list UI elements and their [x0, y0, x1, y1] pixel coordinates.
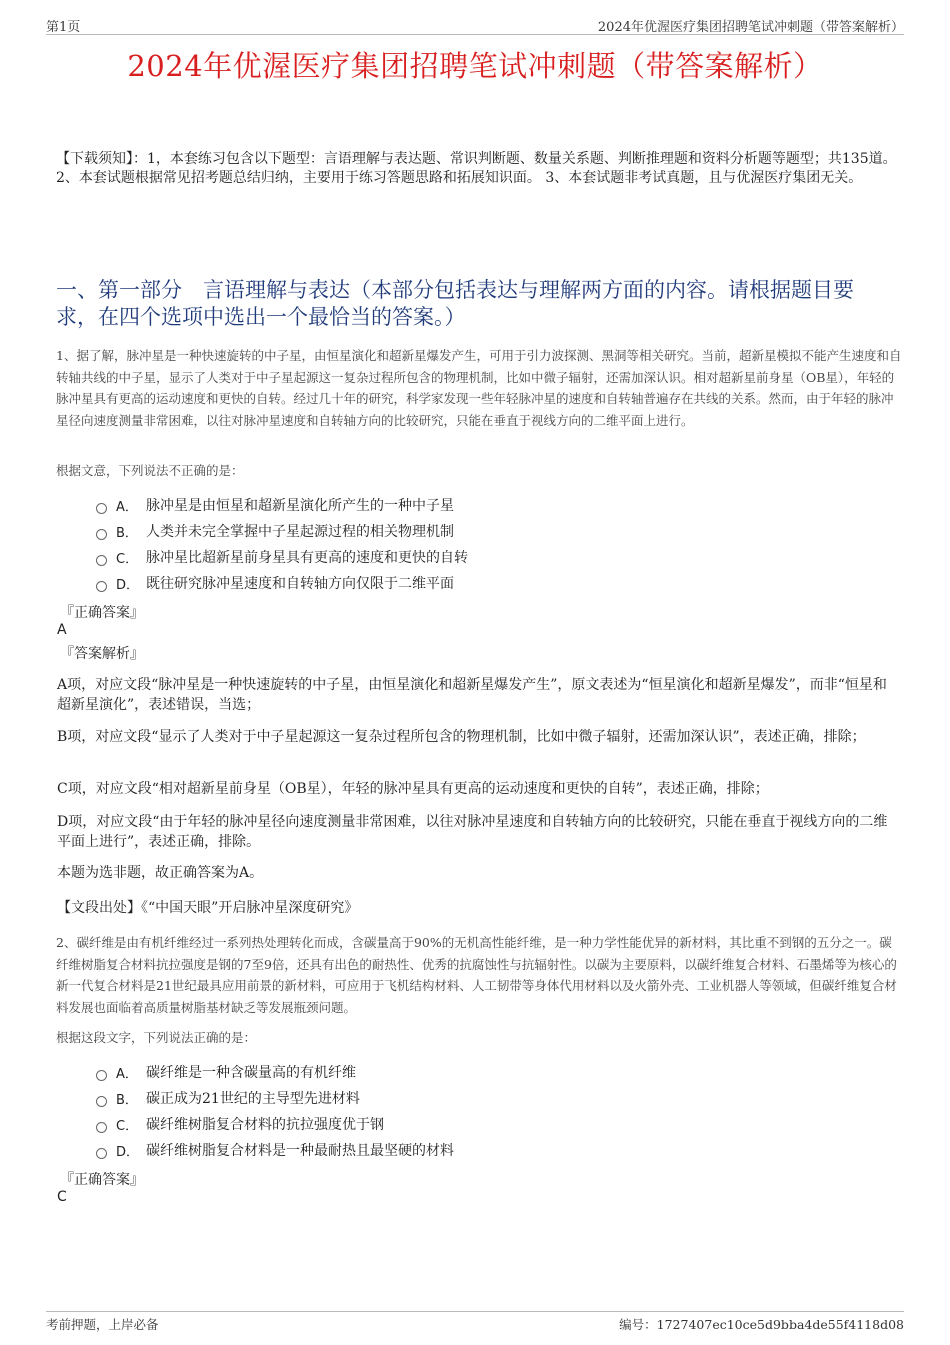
radio-icon[interactable] — [96, 555, 107, 566]
page-footer — [46, 1311, 904, 1332]
page-header — [46, 14, 904, 35]
answer-label: 『正确答案』 — [60, 605, 144, 621]
question-1-text: 1、据了解，脉冲星是一种快速旋转的中子星，由恒星演化和超新星爆发产生，可用于引力波探测、黑洞等相关研究。当前，超新星模拟不能产生速度和自转轴共线的中子星，显示了人类对于中子星起源这一复杂过程所包含的物理机制，比如中微子辐射，还需加深认识。相对超新星前身星（OB星），年轻的脉冲星具有更高的运动速度和更快的自转。经过几十年的研究，科学家发现一些年轻脉冲星的速度和自转轴普遍存在共线的关系。然而，由于年轻的脉冲星径向速度测量非常困难，以往对脉冲星速度和自转轴方向的比较研究，只能在垂直于视线方向的二维平面上进行。 — [56, 348, 902, 428]
analysis-label: 『答案解析』 — [60, 646, 144, 662]
question-1-options — [96, 492, 468, 596]
analysis-d: D项，对应文段“由于年轻的脉冲星径向速度测量非常困难，以往对脉冲星速度和自转轴方向的比较研究，只能在垂直于视线方向的二维平面上进行”，表述正确，排除。 — [57, 814, 888, 850]
option-d[interactable]: D． 既往研究脉冲星速度和自转轴方向仅限于二维平面 — [96, 570, 468, 596]
footer-slogan: 考前押题，上岸必备 — [46, 1317, 159, 1332]
radio-icon[interactable] — [96, 1122, 107, 1133]
question-2-prompt: 根据这段文字，下列说法正确的是： — [56, 1030, 257, 1045]
radio-icon[interactable] — [96, 581, 107, 592]
source-citation: 【文段出处】《“中国天眼”开启脉冲星深度研究》 — [57, 900, 359, 916]
page-number: 第1页 — [46, 20, 81, 35]
radio-icon[interactable] — [96, 1148, 107, 1159]
section-heading: 一、第一部分 言语理解与表达（本部分包括表达与理解两方面的内容。请根据题目要求，在四个选项中选出一个最恰当的答案。） — [56, 278, 854, 329]
option-b[interactable]: B． 人类并未完全掌握中子星起源过程的相关物理机制 — [96, 518, 468, 544]
analysis-conclusion: 本题为选非题，故正确答案为A。 — [57, 865, 264, 881]
header-doc-title: 2024年优渥医疗集团招聘笔试冲刺题（带答案解析） — [597, 20, 904, 35]
correct-answer: C — [57, 1189, 67, 1205]
analysis-a: A项，对应文段“脉冲星是一种快速旋转的中子星，由恒星演化和超新星爆发产生”，原文表述为“恒星演化和超新星爆发”，而非“恒星和超新星演化”，表述错误，当选； — [57, 677, 887, 713]
option-c[interactable]: C． 脉冲星比超新星前身星具有更高的速度和更快的自转 — [96, 544, 468, 570]
option-d[interactable]: D． 碳纤维树脂复合材料是一种最耐热且最坚硬的材料 — [96, 1137, 454, 1163]
download-notice: 【下载须知】：1，本套练习包含以下题型：言语理解与表达题、常识判断题、数量关系题、判断推理题和资料分析题等题型；共135道。 2、本套试题根据常见招考题总结归纳，主要用于练习答题思路和拓展知识面。 3、本套试题非考试真题，且与优渥医疗集团无关。 — [56, 151, 897, 186]
question-2-options — [96, 1059, 454, 1163]
option-a[interactable]: A． 碳纤维是一种含碳量高的有机纤维 — [96, 1059, 454, 1085]
document-id: 编号：1727407ec10ce5d9bba4de55f4118d08 — [619, 1317, 904, 1332]
document-title: 2024年优渥医疗集团招聘笔试冲刺题（带答案解析） — [127, 49, 823, 83]
question-2-text: 2、碳纤维是由有机纤维经过一系列热处理转化而成，含碳量高于90%的无机高性能纤维，是一种力学性能优异的新材料，其比重不到钢的五分之一。碳纤维树脂复合材料抗拉强度是钢的7至9倍，还具有出色的耐热性、优秀的抗腐蚀性与抗辐射性。以碳为主要原料，以碳纤维复合材料、石墨烯等为核心的新一代复合材料是21世纪最具应用前景的新材料，可应用于飞机结构材料、人工韧带等身体代用材料以及火箭外壳、工业机器人等领域，但碳纤维复合材料发展也面临着高质量树脂基材缺乏等发展瓶颈问题。 — [56, 935, 897, 1015]
answer-label: 『正确答案』 — [60, 1172, 144, 1188]
option-c[interactable]: C． 碳纤维树脂复合材料的抗拉强度优于钢 — [96, 1111, 454, 1137]
option-a[interactable]: A． 脉冲星是由恒星和超新星演化所产生的一种中子星 — [96, 492, 468, 518]
analysis-c: C项，对应文段“相对超新星前身星（OB星），年轻的脉冲星具有更高的运动速度和更快的自转”，表述正确，排除； — [57, 781, 769, 797]
option-b[interactable]: B． 碳正成为21世纪的主导型先进材料 — [96, 1085, 454, 1111]
correct-answer: A — [57, 622, 67, 638]
radio-icon[interactable] — [96, 503, 107, 514]
radio-icon[interactable] — [96, 1096, 107, 1107]
radio-icon[interactable] — [96, 1070, 107, 1081]
analysis-b: B项，对应文段“显示了人类对于中子星起源这一复杂过程所包含的物理机制，比如中微子辐射，还需加深认识”，表述正确，排除； — [57, 729, 866, 745]
question-1-prompt: 根据文意，下列说法不正确的是： — [56, 463, 244, 478]
radio-icon[interactable] — [96, 529, 107, 540]
